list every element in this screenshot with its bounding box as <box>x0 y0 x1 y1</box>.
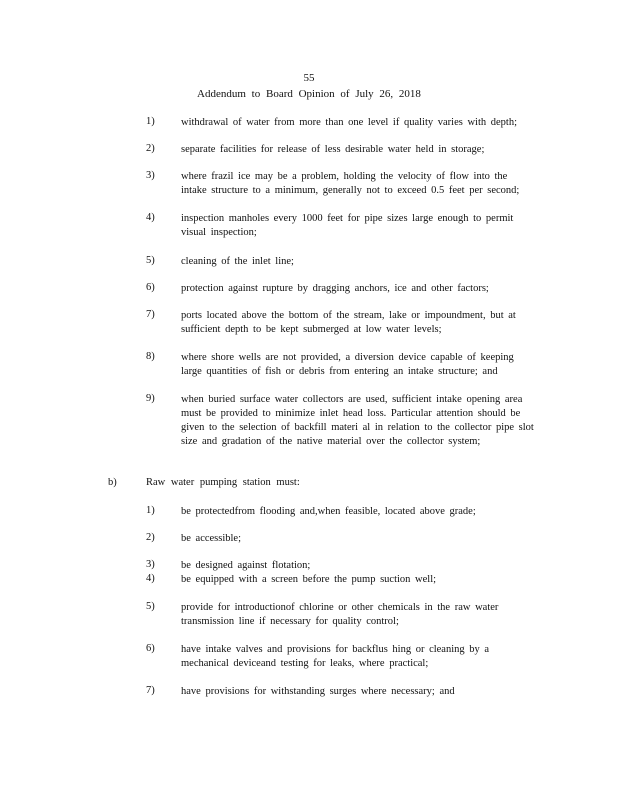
item-number: 8) <box>146 351 155 362</box>
item-text: where shore wells are not provided, a diversion device capable of keeping large quantities of fish or debris from entering an intake structure; and <box>181 352 514 377</box>
page-header: Addendum to Board Opinion of July 26, 2018 <box>197 88 421 100</box>
item-text: have provisions for withstanding surges where necessary; and <box>181 686 455 697</box>
item-number: 1) <box>146 505 155 516</box>
item-number: 5) <box>146 601 155 612</box>
item-text: cleaning of the inlet line; <box>181 256 294 267</box>
item-number: 4) <box>146 573 155 584</box>
item-text: ports located above the bottom of the stream, lake or impoundment, but at sufficient depth to be kept submerged at low water levels; <box>181 310 516 335</box>
item-number: 9) <box>146 393 155 404</box>
item-number: 4) <box>146 212 155 223</box>
item-number: 2) <box>146 143 155 154</box>
item-text: be accessible; <box>181 533 242 544</box>
item-number: 2) <box>146 532 155 543</box>
item-text: be designed against flotation; <box>181 560 311 571</box>
item-number: 7) <box>146 685 155 696</box>
item-text: when buried surface water collectors are used, sufficient intake opening area must be provided to minimize inlet head loss. Particular attention should be given to the selection of backfill materi al in relation to the collector pipe slot size and gradation of the native material over the collector system; <box>181 394 534 447</box>
item-number: 1) <box>146 116 155 127</box>
item-text: be protectedfrom flooding and,when feasible, located above grade; <box>181 506 476 517</box>
page-number: 55 <box>303 72 315 84</box>
item-number: 6) <box>146 282 155 293</box>
item-number: 5) <box>146 255 155 266</box>
item-number: 7) <box>146 309 155 320</box>
item-text: provide for introductionof chlorine or other chemicals in the raw water transmission line if necessary for quality control; <box>181 602 499 627</box>
item-text: separate facilities for release of less desirable water held in storage; <box>181 144 485 155</box>
section-letter: b) <box>108 477 117 488</box>
item-number: 3) <box>146 559 155 570</box>
item-text: have intake valves and provisions for backflus hing or cleaning by a mechanical deviceand testing for leaks, where practical; <box>181 644 490 669</box>
item-number: 6) <box>146 643 155 654</box>
item-text: withdrawal of water from more than one level if quality varies with depth; <box>181 117 517 128</box>
item-text: be equipped with a screen before the pump suction well; <box>181 574 437 585</box>
item-number: 3) <box>146 170 155 181</box>
section-title: Raw water pumping station must: <box>146 477 300 488</box>
item-text: inspection manholes every 1000 feet for pipe sizes large enough to permit visual inspection; <box>181 213 514 238</box>
item-text: protection against rupture by dragging anchors, ice and other factors; <box>181 283 489 294</box>
item-text: where frazil ice may be a problem, holding the velocity of flow into the intake structure to a minimum, generally not to exceed 0.5 feet per second; <box>181 171 520 196</box>
